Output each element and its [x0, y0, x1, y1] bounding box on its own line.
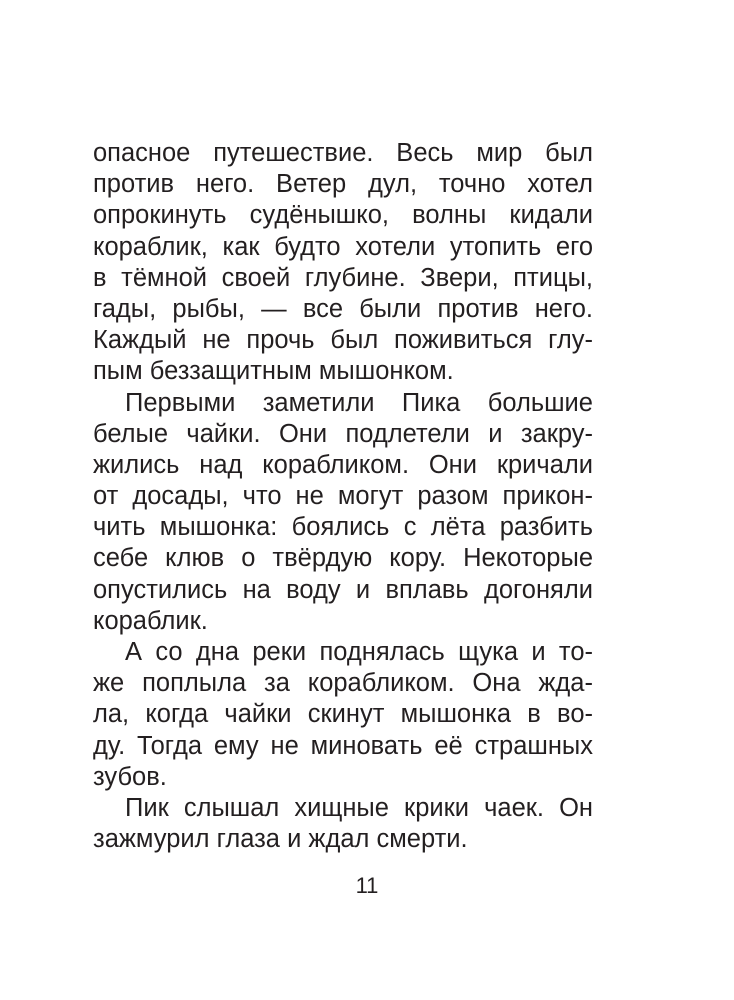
text-line: Каждый не прочь был поживиться глу-: [93, 326, 593, 355]
text-line: чить мышонка: боялись с лёта разбить: [93, 513, 593, 542]
text-line: кораблик, как будто хотели утопить его: [93, 232, 593, 261]
text-line: против него. Ветер дул, точно хотел: [93, 170, 593, 199]
text-line: опасное путешествие. Весь мир был: [93, 139, 593, 167]
text-line: Пик слышал хищные крики чаек. Он: [125, 793, 593, 822]
paragraph-2: [93, 388, 593, 638]
page-text: [93, 138, 593, 855]
text-line: жились над корабликом. Они кричали: [93, 450, 593, 479]
page-number: 11: [355, 873, 379, 898]
text-line: опустились на воду и вплавь догоняли: [93, 575, 593, 604]
text-line: ду. Тогда ему не миновать её страшных: [93, 731, 593, 760]
text-line: зубов.: [93, 762, 167, 791]
paragraph-3: [93, 637, 593, 793]
paragraph-4: [93, 793, 593, 855]
text-line: ла, когда чайки скинут мышонка в во-: [93, 700, 593, 729]
text-line: гады, рыбы, — все были против него.: [93, 294, 593, 323]
text-line: белые чайки. Они подлетели и закру-: [93, 419, 593, 448]
text-line: себе клюв о твёрдую кору. Некоторые: [93, 544, 593, 573]
text-line: пым беззащитным мышонком.: [93, 357, 454, 386]
text-line: зажмурил глаза и ждал смерти.: [93, 825, 468, 854]
text-line: от досады, что не могут разом прикон-: [93, 482, 593, 511]
text-line: А со дна реки поднялась щука и то-: [125, 638, 593, 666]
paragraph-1: [93, 138, 593, 388]
text-line: Первыми заметили Пика большие: [125, 388, 593, 417]
text-line: кораблик.: [93, 606, 208, 635]
text-line: в тёмной своей глубине. Звери, птицы,: [93, 263, 593, 292]
text-line: опрокинуть судёнышко, волны кидали: [93, 201, 593, 230]
text-line: же поплыла за корабликом. Она жда-: [93, 669, 593, 698]
